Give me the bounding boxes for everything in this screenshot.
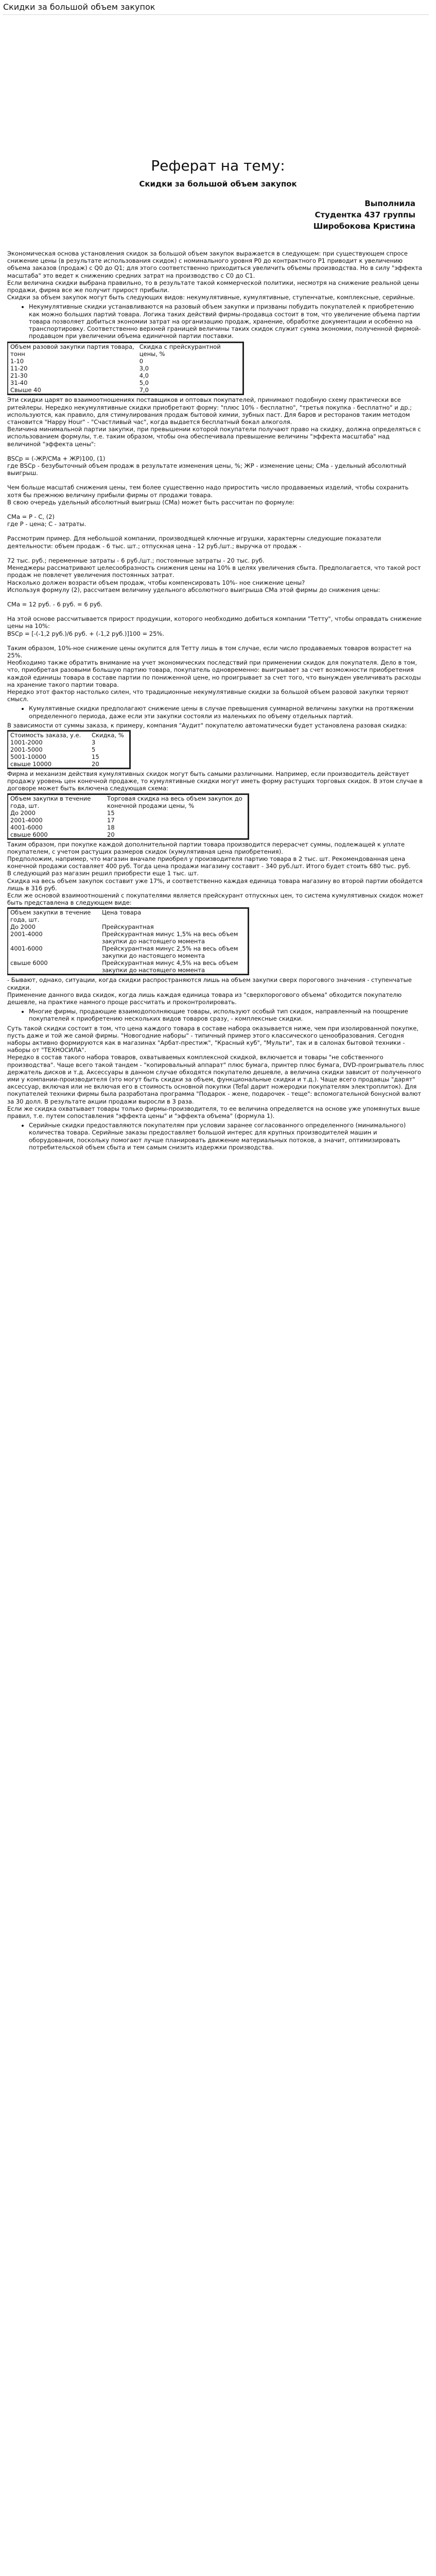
table-cell: 15 — [92, 753, 99, 760]
table-cell: До 2000 — [10, 923, 36, 931]
author-name: Широбокова Кристина — [313, 222, 415, 231]
table-row — [8, 831, 249, 839]
table-row — [8, 379, 243, 386]
table-cell: 4,0 — [139, 372, 149, 380]
table-cell: Стоимость заказа, у.е. — [10, 731, 81, 739]
table-row — [8, 809, 249, 817]
table-row — [8, 746, 130, 753]
table-cell: Прейскурантная минус 2,5% на весь объем закупки до настоящего момента — [102, 945, 238, 960]
formula-description: где Р - цена; С - затраты. — [7, 520, 86, 528]
discount-table-4 — [7, 907, 249, 975]
list-item: • Некумулятивные скидки устанавливаются на разовый объем закупки и призваны побудить покупателей к приобретению как можно больших партий товара. Логика таких действий фирмы-продавца состоит в том, что увеличение объема партии товара позволяет добиться экономии затрат на организацию продаж, хранение, обработке документации и особенно на транспортировку. Соответственно верхней границей величины таких скидок служит сумма экономии, полученной фирмой-продавцом при увеличении объема единичной партии поставки. — [29, 303, 424, 340]
table-row — [8, 923, 249, 930]
paragraph: Суть такой скидки состоит в том, что цена каждого товара в составе набора оказывается ниже, чем при изолированной покупке, пусть даже и той же самой фирмы. "Новогодние наборы" - типичный пример этого классического ценообразования. Сегодня наборы активно формируются как в магазинах "Арбат-престиж", "Красный куб", "Мульти", так и в салонах бытовой техники - наборы от "ТЕХНОСИЛА". — [7, 1024, 418, 1054]
table-header-row — [8, 343, 243, 358]
table-cell: Скидка, % — [92, 731, 124, 739]
discount-table-1 — [7, 342, 244, 395]
table-cell: Прейскурантная минус 4,5% на весь объем закупки до настоящего момента — [102, 959, 238, 974]
table-row — [8, 824, 249, 831]
list-item: • Многие фирмы, продающие взаимодополняющие товары, используют особый тип скидок, направленный на поощрение покупателей к приобретению нескольких видов товаров сразу, - комплексные скидки. — [29, 1008, 424, 1022]
table-cell: 15 — [107, 809, 115, 817]
discount-table-2 — [7, 730, 131, 769]
formula: СМа = Р - С, (2) — [7, 513, 55, 521]
table-cell: 3,0 — [139, 365, 149, 372]
table-cell: свыше 10000 — [10, 760, 52, 768]
document-title: Скидки за большой объем закупок — [3, 2, 429, 15]
paragraph: Если же основой взаимоотношений с покупателями является прейскурант отпускных цен, то система кумулятивных скидок может быть представлена в следующем виде: — [7, 891, 424, 907]
paragraph: Используя формулу (2), рассчитаем величину удельного абсолютного выигрыша СМа этой фирмы до снижения цены: — [7, 586, 380, 594]
table-cell: 5001-10000 — [10, 753, 46, 760]
table-cell: 4001-6000 — [10, 945, 43, 953]
table-cell: Прейскурантная — [102, 923, 154, 931]
bullet-list — [7, 1008, 424, 1022]
table-cell: 5 — [92, 745, 96, 753]
paragraph: Величина минимальной партии закупки, при превышении которой покупатели получают право на скидку, должна определяться с использованием формулы, т.е. таким образом, чтобы она обеспечивала превышение величины "эффекта масштаба" над величиной "эффекта цены": — [7, 426, 421, 448]
bullet-list — [7, 303, 424, 340]
table-cell: 2001-4000 — [10, 816, 43, 824]
table-cell: 21-30 — [10, 372, 28, 380]
table-cell: свыше 6000 — [10, 959, 48, 967]
discount-table-3 — [7, 793, 249, 840]
paragraph: Скидка на весь объем закупок составит уже 17%, и соответственно каждая единица товара магазину во второй партии обойдется лишь в 316 руб. — [7, 877, 423, 892]
formula: BSCp = [-(-1,2 руб.)/6 руб. + (-1,2 руб.)]100 = 25%. — [7, 630, 164, 637]
table-cell: 2001-5000 — [10, 745, 43, 753]
table-cell: До 2000 — [10, 809, 36, 817]
table-row — [8, 739, 130, 746]
paragraph: Нередко этот фактор настолько силен, что традиционные некумулятивные скидки за большой объем разовой закупки теряют смысл. — [7, 688, 409, 703]
table-cell: свыше 6000 — [10, 831, 48, 838]
list-item: • Серийные скидки предоставляются покупателям при условии заранее согласованного определенного (минимального) количества товара. Серийные заказы предоставляет большой интерес для крупных производителей машин и оборудования, поскольку помогают лучше планировать движение материальных потоков, а значит, оптимизировать потребительской объем сбыта и тем самым снизить издержки производства. — [29, 1122, 424, 1151]
table-cell: Цена товара — [102, 909, 142, 917]
table-cell: Объем закупки в течение года, шт. — [10, 794, 91, 809]
table-row — [8, 760, 130, 769]
essay-heading: Реферат на тему: — [151, 157, 285, 174]
table-cell: 1001-2000 — [10, 738, 43, 746]
table-cell: 17 — [107, 816, 115, 824]
table-cell: 4001-6000 — [10, 823, 43, 831]
paragraph: Экономическая основа установления скидок за большой объем закупок выражается в следующем: при существующем спросе снижение цены (в результате использования скидок) с номинального уровня P0 до контрактного P1 приводит к увеличению объема заказов (продаж) с Q0 до Q1; для этого соответственно приходиться увеличить объемы производства. Но в силу "эффекта масштаба" это ведет к снижению средних затрат на производство с C0 до C1. — [7, 250, 423, 279]
bullet-list — [7, 705, 424, 719]
table-cell: Торговая скидка на весь объем закупок до конечной продажи цены, % — [107, 794, 242, 809]
paragraph: Фирма и механизм действия кумулятивных скидок могут быть самыми различными. Например, если производитель действует продажу уровень цен конечной продаже, то кумулятивные скидки могут иметь форму растущих торговых скидок. В этом случае в договоре может быть включена следующая схема: — [7, 770, 423, 792]
table-cell: Объем разовой закупки партия товара, тонн — [10, 343, 134, 358]
table-row — [8, 365, 243, 372]
bullet-list — [7, 1122, 424, 1151]
table-header-row — [8, 908, 249, 924]
table-cell: 7,0 — [139, 386, 149, 394]
paragraph: Таким образом, при покупке каждой дополнительной партии товара производится перерасчет суммы, подлежащей к уплате покупателем, с учетом растущих размеров скидок (кумулятивная цена приобретения). — [7, 840, 405, 855]
paragraph: В свою очередь удельный абсолютный выигрыш (СМа) может быть рассчитан по формуле: — [7, 498, 295, 506]
table-row — [8, 386, 243, 395]
formula: СМа = 12 руб. - 6 руб. = 6 руб. — [7, 600, 103, 608]
paragraph: Эти скидки царят во взаимоотношениях поставщиков и оптовых покупателей, принимают подобную схему практически все ритейлеры. Нередко некумулятивные скидки приобретают форму: "плюс 10% - бесплатно", "третья покупка - бесплатно" и др.; используются, как правило, для стимулирования продаж бытовой химии, зубных паст. Для баров и ресторанов таким методом становится "Happy Hour" - "Счастливый час", когда выдается бесплатный бокал алкоголя. — [7, 396, 412, 426]
table-row — [8, 959, 249, 975]
table-row — [8, 358, 243, 365]
table-cell: 31-40 — [10, 379, 28, 387]
table-row — [8, 945, 249, 959]
table-cell: 5,0 — [139, 379, 149, 387]
table-header-row — [8, 794, 249, 809]
list-item: • Кумулятивные скидки предполагают снижение цены в случае превышения суммарной величины закупки на протяжении определенного периода, даже если эти закупки состояли из маленьких по объему отдельных партий. — [29, 705, 424, 719]
paragraph: - Бывают, однако, ситуации, когда скидки распространяются лишь на объем закупки сверх порогового значения - ступенчатые скидки. — [7, 976, 412, 991]
table-cell: Объем закупки в течение года, шт. — [10, 909, 91, 924]
table-cell: Свыше 40 — [10, 386, 41, 394]
paragraph: Рассмотрим пример. Для небольшой компании, производящей ключные игрушки, характерны следующие показатели деятельности: объем продаж - 6 тыс. шт.; отпускная цена - 12 руб./шт.; выручка от продаж - — [7, 535, 381, 550]
paragraph: Насколько должен возрасти объем продаж, чтобы компенсировать 10%- ное снижение цены? — [7, 579, 305, 586]
author-group: Студентка 437 группы — [315, 210, 415, 219]
paragraph: Если величина скидки выбрана правильно, то в результате такой коммерческой политики, несмотря на снижение реальной цены продажи, фирма все же получит прирост прибыли. — [7, 279, 419, 294]
paragraph: 72 тыс. руб.; переменные затраты - 6 руб./шт.; постоянные затраты - 20 тыс. руб. — [7, 556, 265, 564]
author-done-by: Выполнила — [364, 199, 415, 208]
paragraph: Таким образом, 10%-ное снижение цены окупится для Тетту лишь в том случае, если число продаваемых товаров возрастет на 25%. — [7, 644, 412, 659]
paragraph: В следующий раз магазин решил приобрести еще 1 тыс. шт. — [7, 870, 199, 877]
table-cell: 2001-4000 — [10, 930, 43, 938]
table-cell: Скидка с прейскурантной цены, % — [139, 343, 221, 358]
paragraph: В зависимости от суммы заказа, к примеру, компания "Аудит" покупателю автоматически будет установлена разовая скидка: — [7, 721, 407, 729]
paragraph: Менеджеры рассматривают целесообразность снижения цены на 10% в целях увеличения сбыта. Предполагается, что такой рост продаж не повлечет увеличения постоянных затрат. — [7, 564, 421, 579]
paragraph: Чем больше масштаб снижения цены, тем более существенно надо приростить число продаваемых изделий, чтобы сохранить хотя бы прежнюю величину прибыли фирмы от продажи товара. — [7, 484, 409, 499]
paragraph: Нередко в состав такого набора товаров, охватываемых комплексной скидкой, включается и товары "не собственного производства". Чаще всего такой тандем - "копировальный аппарат" плюс бумага, принтер плюс бумага, DVD-проигрыватель плюс держатель дисков и т.д. Аксессуары в данном случае обходятся покупателю дешевле, а величина скидки зависит от полученного ими у компании-производителя (это могут быть скидки за объем, функциональные скидки и т.д.). Чаще всего продавцы "дарят" аксессуар, включая или не включая его в стоимость основной покупки (Tefal дарит ножеродки покупателям электроплиток). Для покупателей техники фирмы была разработана программа "Подарок - жене, подарочек - теще": вспомогательной бонусной валют за 30 долл. В результате акции продажи выросли в 3 раза. — [7, 1054, 424, 1105]
document-body — [7, 250, 424, 1153]
paragraph: Необходимо также обратить внимание на учет экономических последствий при применении скидок для покупателя. Дело в том, что, приобретая разовыми большую партию товара, покупатель одновременно: выигрывает за счет возможности приобретения каждой единицы товара в составе партии по пониженной цене, но проигрывает за счет того, что вынужден увеличивать расходы на хранение такого партии товара. — [7, 659, 421, 688]
table-row — [8, 930, 249, 945]
table-cell: 20 — [92, 760, 99, 768]
table-cell: 3 — [92, 738, 96, 746]
paragraph: Скидки за объем закупок могут быть следующих видов: некумулятивные, кумулятивные, ступенчатые, комплексные, серийные. — [7, 294, 415, 301]
table-cell: 20 — [107, 831, 115, 838]
table-cell: 0 — [139, 358, 144, 365]
table-row — [8, 372, 243, 379]
table-row — [8, 753, 130, 760]
table-cell: 1-10 — [10, 358, 24, 365]
paragraph: Предположим, например, что магазин вначале приобрел у производителя партию товара в 2 тыс. шт. Рекомендованная цена конечной продажи составляет 400 руб. Тогда цена продажи магазину составит - 340 руб./шт. Итого будет стоить 680 тыс. руб. — [7, 855, 411, 870]
formula: BSCp = (-ЖР/СМа + ЖР)100, (1) — [7, 454, 106, 462]
table-cell: 11-20 — [10, 365, 28, 372]
paragraph: Если же скидка охватывает товары только фирмы-производителя, то ее величина определяется на основе уже упомянутых выше правил, т.е. путем сопоставления "эффекта цены" и "эффекта объема" (формула 1). — [7, 1105, 420, 1120]
essay-subject: Скидки за большой объем закупок — [139, 179, 297, 189]
table-row — [8, 817, 249, 824]
formula-description: где BSCp - безубыточный объем продаж в результате изменения цены, %; ЖР - изменение цены; СМа - удельный абсолютный выигрыш. — [7, 462, 407, 477]
table-header-row — [8, 731, 130, 739]
paragraph: На этой основе рассчитывается прирост продукции, которого необходимо добиться компании "Тетту", чтобы оправдать снижение цены на 10%: — [7, 615, 422, 630]
table-cell: Прейскурантная минус 1,5% на весь объем закупки до настоящего момента — [102, 930, 238, 945]
table-cell: 18 — [107, 823, 115, 831]
paragraph: Применение данного вида скидок, когда лишь каждая единица товара из "сверхпорогового объема" обходится покупателю дешевле, на практике намного проще рассчитать и проконтролировать. — [7, 991, 402, 1006]
